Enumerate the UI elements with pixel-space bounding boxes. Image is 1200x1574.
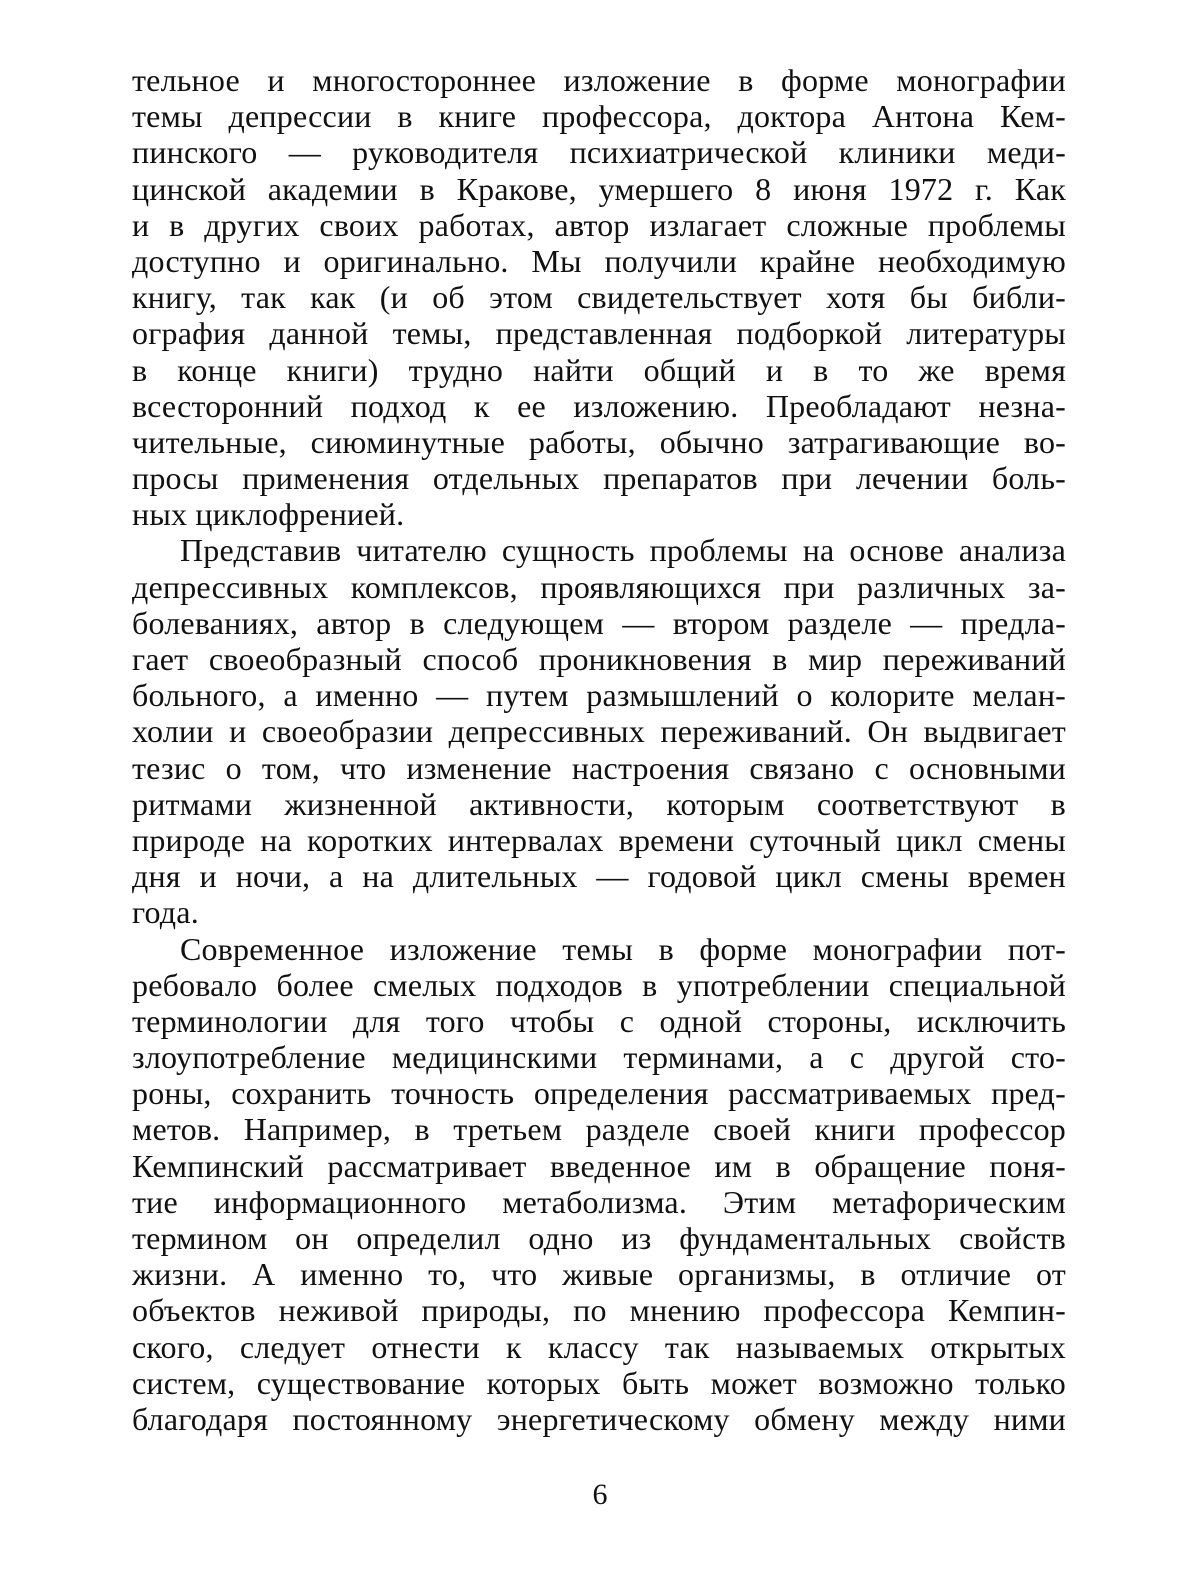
text-line: тезис о том, что изменение настроения связано с основными <box>132 749 1066 786</box>
text-line: роны, сохранить точность определения рассматриваемых пред- <box>132 1075 1066 1112</box>
text-line: жизни. А именно то, что живые организмы, в отличие от <box>132 1256 1066 1293</box>
text-line: ография данной темы, представленная подборкой литературы <box>132 315 1066 352</box>
text-line: Представив читателю сущность проблемы на основе анализа <box>180 532 1066 569</box>
text-line: пинского — руководителя психиатрической клиники меди- <box>132 134 1066 171</box>
text-line: природе на коротких интервалах времени суточный цикл смены <box>132 821 1066 858</box>
text-line: систем, существование которых быть может возможно только <box>132 1364 1066 1401</box>
text-line: и в других своих работах, автор излагает сложные проблемы <box>132 206 1066 243</box>
text-line: больного, а именно — путем размышлений о колорите мелан- <box>132 677 1066 714</box>
text-line: ского, следует отнести к классу так называемых открытых <box>132 1328 1066 1365</box>
text-line: объектов неживой природы, по мнению профессора Кемпин- <box>132 1292 1066 1329</box>
text-line: просы применения отдельных препаратов при лечении боль- <box>132 460 1066 497</box>
text-line: терминологии для того чтобы с одной стороны, исключить <box>132 1002 1066 1039</box>
paragraph <box>132 931 1066 1438</box>
text-line: доступно и оригинально. Мы получили крайне необходимую <box>132 242 1066 279</box>
text-line: гает своеобразный способ проникновения в мир переживаний <box>132 641 1066 677</box>
text-line: благодаря постоянному энергетическому обмену между ними <box>132 1400 1066 1437</box>
text-line: ребовало более смелых подходов в употреблении специальной <box>132 966 1066 1003</box>
text-line: злоупотребление медицинскими терминами, а с другой сто- <box>132 1039 1066 1076</box>
text-line: дня и ночи, а на длительных — годовой цикл смены времен <box>132 858 1066 895</box>
text-line: темы депрессии в книге профессора, доктора Антона Кем- <box>132 98 1066 135</box>
paragraph <box>132 532 1066 930</box>
page-body <box>132 62 1066 1437</box>
text-line: в конце книги) трудно найти общий и в то же время <box>132 351 1066 388</box>
paragraph <box>132 62 1066 532</box>
text-line: депрессивных комплексов, проявляющихся при различных за- <box>132 568 1066 605</box>
page-number: 6 <box>592 1478 608 1511</box>
text-line: холии и своеобразии депрессивных переживаний. Он выдвигает <box>132 713 1066 750</box>
text-line: чительные, сиюминутные работы, обычно затрагивающие во- <box>132 423 1066 460</box>
text-line: болеваниях, автор в следующем — втором разделе — предла- <box>132 604 1066 641</box>
text-line: цинской академии в Кракове, умершего 8 июня 1972 г. Как <box>132 170 1066 207</box>
text-line: Современное изложение темы в форме монографии пот- <box>180 930 1066 967</box>
text-line: года. <box>132 894 199 931</box>
text-line: ритмами жизненной активности, которым соответствуют в <box>132 785 1066 822</box>
text-line: тие информационного метаболизма. Этим метафорическим <box>132 1183 1066 1220</box>
text-line: термином он определил одно из фундаментальных свойств <box>132 1220 1066 1256</box>
text-line: всесторонний подход к ее изложению. Преобладают незна- <box>132 387 1066 424</box>
text-line: тельное и многостороннее изложение в форме монографии <box>132 62 1066 98</box>
text-line: Кемпинский рассматривает введенное им в обращение поня- <box>132 1147 1066 1184</box>
text-line: метов. Например, в третьем разделе своей книги профессор <box>132 1111 1066 1148</box>
text-line: ных циклофренией. <box>132 496 405 533</box>
text-line: книгу, так как (и об этом свидетельствует хотя бы библи- <box>132 279 1066 316</box>
